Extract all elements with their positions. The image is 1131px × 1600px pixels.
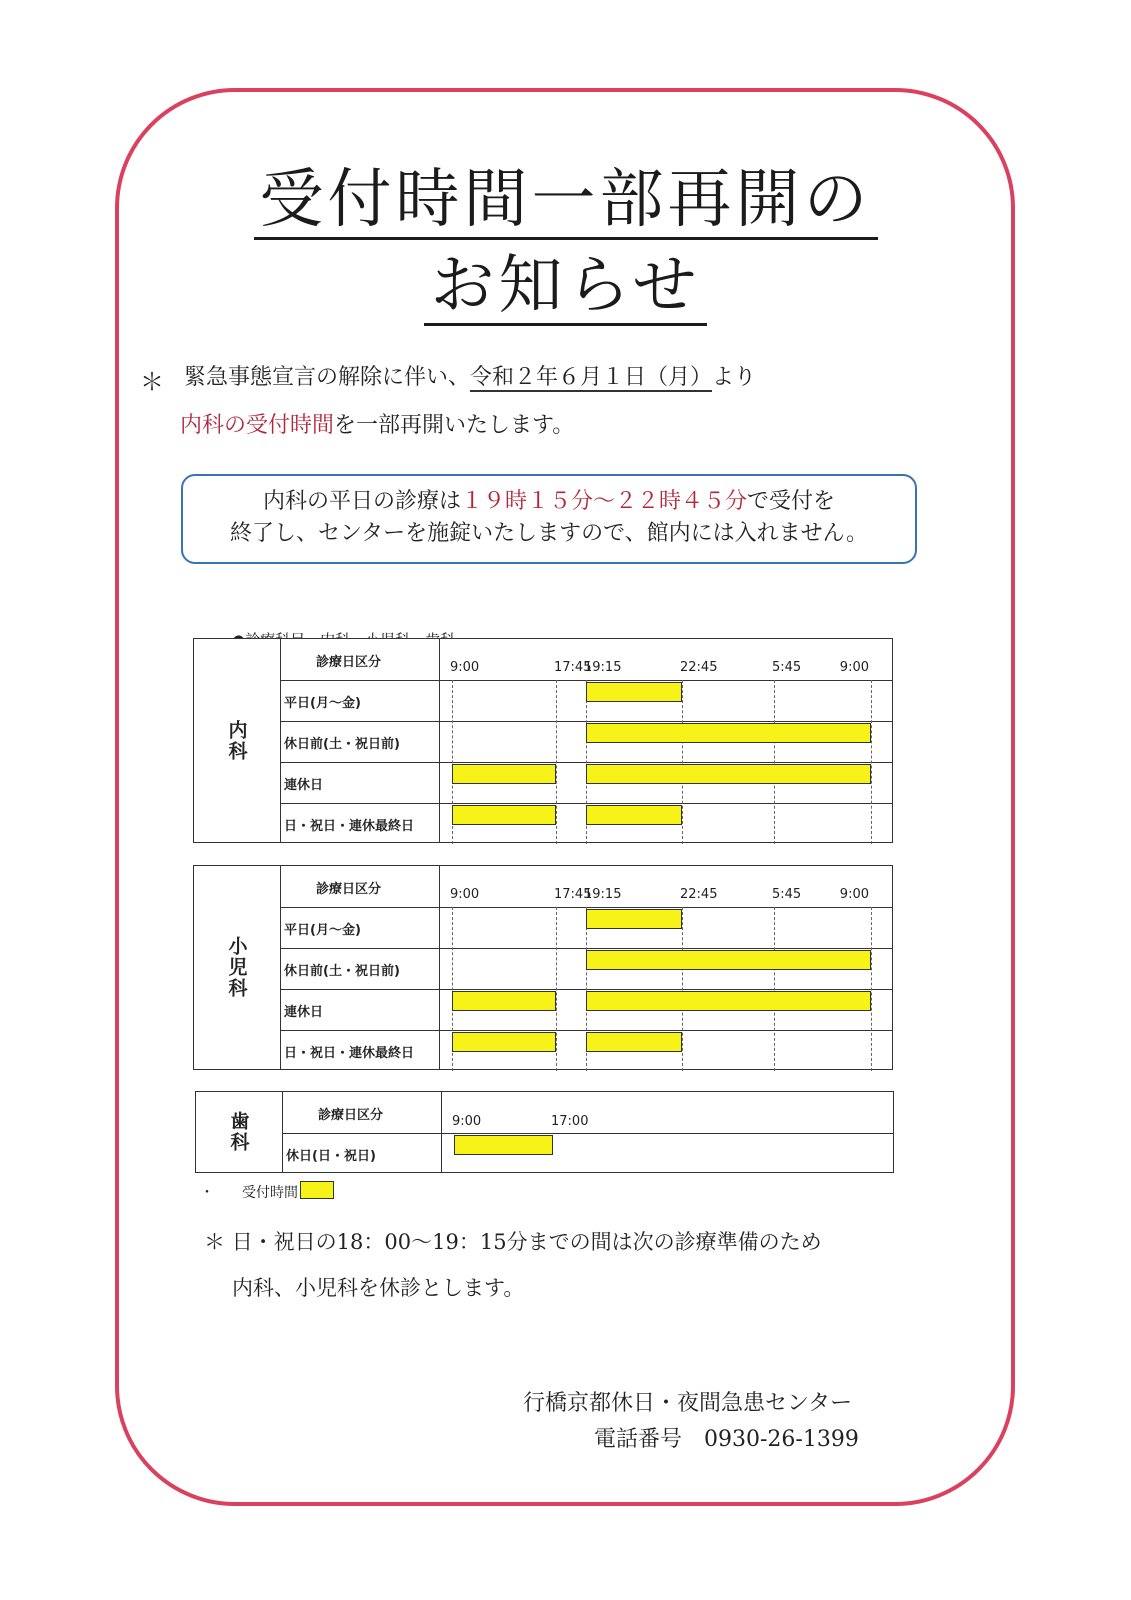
time-tick-label: 9:00 [450, 660, 480, 675]
title-line-2: お知らせ [0, 234, 1131, 326]
day-category-label: 連休日 [284, 1005, 324, 1020]
reception-hours-bar [452, 1032, 556, 1052]
notice-hours: １９時１５分～２２時４５分 [460, 489, 747, 514]
day-category-label: 日・祝日・連休最終日 [284, 819, 415, 834]
notice-line-2: 終了し、センターを施錠いたしますので、館内には入れません。 [229, 521, 868, 546]
time-gridline [556, 680, 557, 844]
reception-hours-bar [586, 723, 871, 743]
time-tick-label: 9:00 [452, 1114, 482, 1129]
time-tick-label: 5:45 [772, 887, 802, 902]
time-tick-label: 17:00 [551, 1114, 589, 1129]
footer-organization: 行橋京都休日・夜間急患センター [523, 1391, 853, 1416]
time-tick-label: 17:45 [554, 887, 592, 902]
effective-date: 令和２年６月１日（月） [470, 365, 713, 390]
reception-hours-bar [452, 764, 556, 784]
closing-note-line-2: 内科、小児科を休診とします。 [232, 1276, 525, 1300]
department-label: 内科 [194, 639, 281, 842]
reception-hours-bar [452, 991, 556, 1011]
column-header: 診療日区分 [316, 882, 382, 897]
time-tick-label: 9:00 [450, 887, 480, 902]
reception-hours-bar [586, 764, 871, 784]
day-category-label: 休日前(土・祝日前) [284, 737, 400, 752]
time-tick-label: 5:45 [772, 660, 802, 675]
intro-line-1: 緊急事態宣言の解除に伴い、令和２年６月１日（月）より [184, 365, 757, 390]
reception-hours-bar [586, 682, 682, 702]
time-tick-label: 17:45 [554, 660, 592, 675]
day-category-label: 連休日 [284, 778, 324, 793]
day-category-label: 休日(日・祝日) [286, 1149, 376, 1164]
time-gridline [682, 680, 683, 844]
closing-note-line-1: ＊ 日・祝日の18：00～19：15分までの間は次の診療準備のため [204, 1230, 822, 1254]
reception-hours-bar [452, 805, 556, 825]
day-category-label: 平日(月～金) [284, 696, 361, 711]
footer-phone: 電話番号 0930-26-1399 [594, 1427, 859, 1452]
department-label: 小児科 [194, 866, 281, 1069]
reception-hours-bar [586, 909, 682, 929]
time-gridline [871, 680, 872, 844]
intro-line-2: 内科の受付時間を一部再開いたします。 [180, 413, 575, 438]
time-gridline [774, 907, 775, 1071]
time-gridline [871, 907, 872, 1071]
intro-bullet: ＊ [140, 368, 164, 396]
title-line-1: 受付時間一部再開の [0, 148, 1131, 240]
time-tick-label: 9:00 [839, 887, 869, 902]
time-tick-label: 9:00 [839, 660, 869, 675]
column-header: 診療日区分 [318, 1108, 384, 1123]
reception-hours-bar [586, 991, 871, 1011]
notice-line-1: 内科の平日の診療は１９時１５分～２２時４５分で受付を [262, 489, 836, 514]
department-label: 歯科 [196, 1092, 283, 1172]
day-category-label: 休日前(土・祝日前) [284, 964, 400, 979]
schedule-table [193, 638, 893, 843]
schedule-table [193, 865, 893, 1070]
time-tick-label: 19:15 [584, 660, 622, 675]
reception-hours-bar [586, 950, 871, 970]
day-category-label: 平日(月～金) [284, 923, 361, 938]
reception-hours-bar [586, 1032, 682, 1052]
reception-hours-bar [454, 1135, 553, 1155]
notice-box [181, 474, 917, 564]
column-header: 診療日区分 [316, 655, 382, 670]
time-gridline [556, 907, 557, 1071]
legend-label: ・ 受付時間 [200, 1185, 298, 1201]
reception-hours-bar [586, 805, 682, 825]
time-tick-label: 19:15 [584, 887, 622, 902]
time-tick-label: 22:45 [680, 660, 718, 675]
time-gridline [682, 907, 683, 1071]
day-category-label: 日・祝日・連休最終日 [284, 1046, 415, 1061]
legend-swatch [300, 1181, 334, 1199]
schedule-table [195, 1091, 894, 1173]
time-tick-label: 22:45 [680, 887, 718, 902]
time-gridline [774, 680, 775, 844]
